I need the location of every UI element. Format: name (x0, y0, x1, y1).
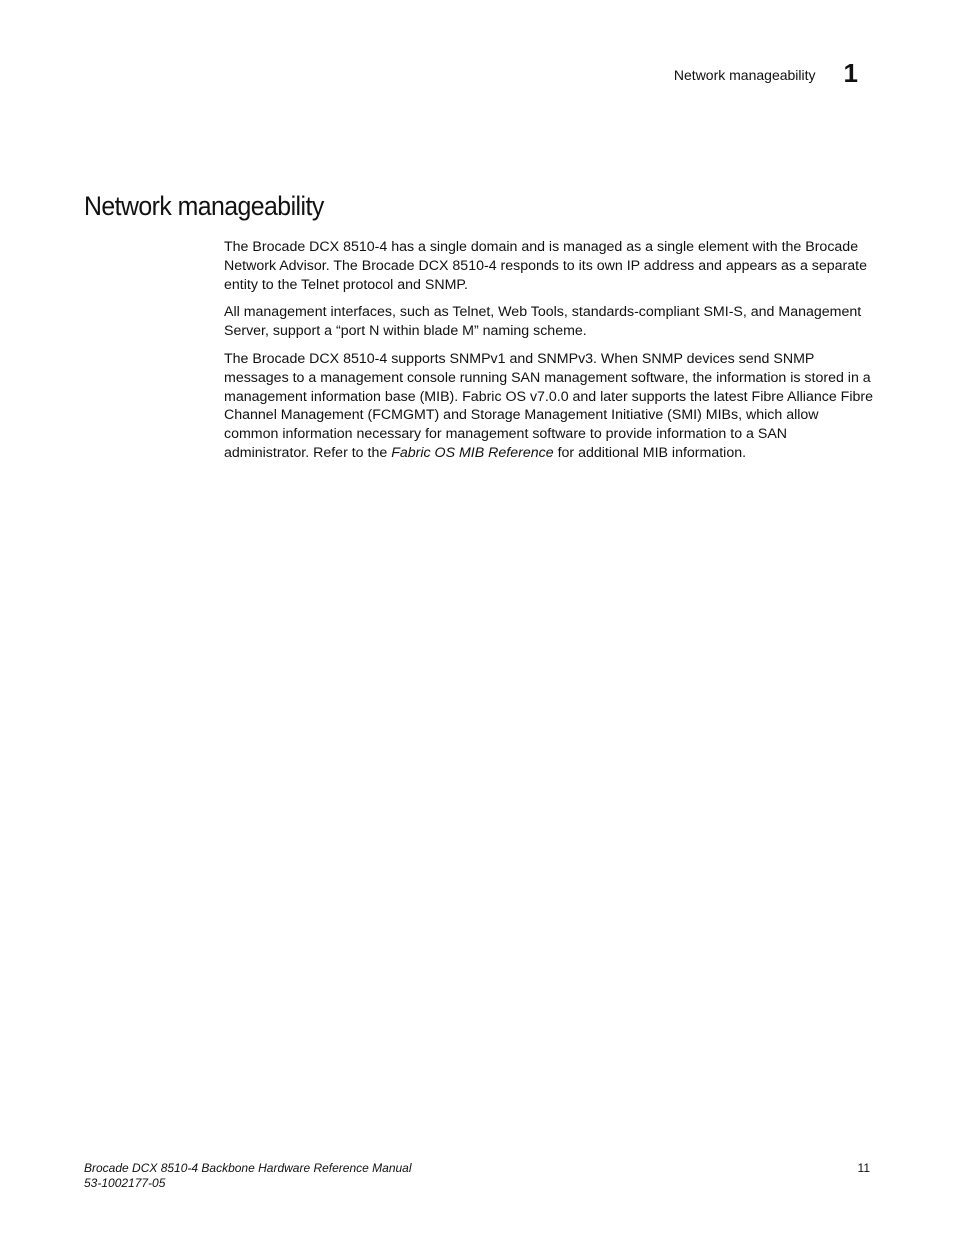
paragraph-3-text-after: for additional MIB information. (553, 444, 747, 461)
paragraph-3-text-before: The Brocade DCX 8510-4 supports SNMPv1 and SNMPv3. When SNMP devices send SNMP messages to a management console running SAN management software, the information is stored in a management information base (MIB). Fabric OS v7.0.0 and later supports the latest Fibre Alliance Fibre Channel Management (FCMGMT) and Storage Management Initiative (SMI) MIBs, which allow common information necessary for management software to provide information to a SAN administrator. Refer to the (224, 350, 873, 461)
footer-manual-title: Brocade DCX 8510-4 Backbone Hardware Reference Manual (84, 1161, 412, 1175)
footer-doc-number: 53-1002177-05 (84, 1176, 166, 1190)
footer-left (84, 1161, 412, 1191)
section-body (224, 238, 874, 472)
section-heading: Network manageability (84, 191, 324, 221)
running-header-title: Network manageability (673, 67, 816, 83)
paragraph-1: The Brocade DCX 8510-4 has a single domain and is managed as a single element with the Brocade Network Advisor. The Brocade DCX 8510-4 responds to its own IP address and appears as a separate entity to the Telnet protocol and SNMP. (224, 239, 868, 293)
footer-page-number: 11 (857, 1161, 870, 1175)
paragraph-2: All management interfaces, such as Telnet, Web Tools, standards-compliant SMI-S, and Management Server, support a “port N within blade M” naming scheme. (224, 304, 862, 340)
mib-reference-title: Fabric OS MIB Reference (391, 444, 554, 461)
page-footer (84, 1161, 870, 1191)
paragraph-3 (224, 350, 874, 463)
running-header (674, 60, 858, 86)
chapter-number: 1 (843, 58, 858, 88)
